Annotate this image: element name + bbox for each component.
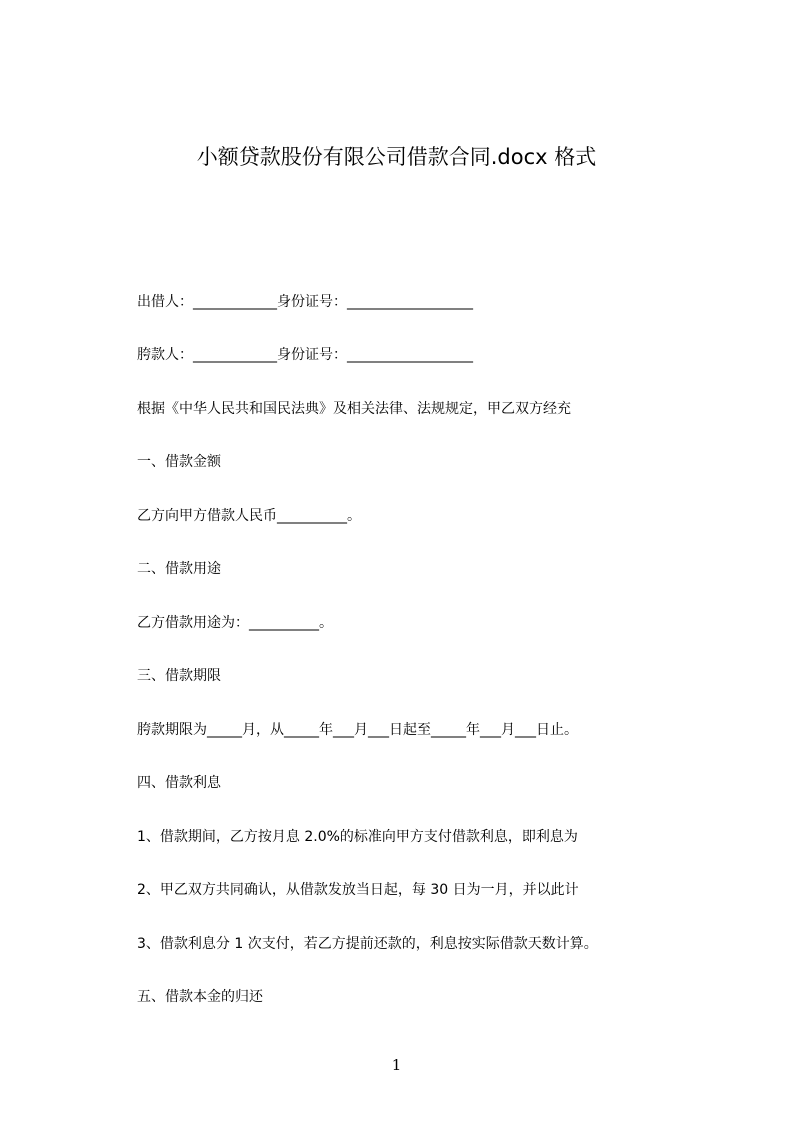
section-heading-amount: 一、借款金额 [137, 454, 221, 470]
document-title: 小额贷款股份有限公司借款合同.docx 格式 [196, 145, 597, 169]
page-number: 1 [391, 1056, 402, 1074]
preamble-line: 根据《中华人民共和国民法典》及相关法律、法规规定，甲乙双方经充 [137, 401, 571, 417]
section-heading-term: 三、借款期限 [137, 668, 221, 684]
borrower-line: 胯款人：____________身份证号：__________________ [137, 347, 473, 363]
section-heading-purpose: 二、借款用途 [137, 561, 221, 577]
term-line: 胯款期限为_____月，从_____年___月___日起至_____年___月___日止。 [137, 722, 578, 738]
section-heading-interest: 四、借款利息 [137, 775, 221, 791]
interest-clause-2: 2、甲乙双方共同确认，从借款发放当日起，每 30 日为一月，并以此计 [137, 882, 579, 898]
interest-clause-3: 3、借款利息分 1 次支付，若乙方提前还款的，利息按实际借款天数计算。 [137, 936, 598, 952]
amount-line: 乙方向甲方借款人民币__________。 [137, 508, 361, 524]
purpose-line: 乙方借款用途为：__________。 [137, 615, 333, 631]
lender-line: 出借人：____________身份证号：__________________ [137, 294, 473, 310]
interest-clause-1: 1、借款期间，乙方按月息 2.0%的标准向甲方支付借款利息，即利息为 [137, 829, 578, 845]
section-heading-repayment: 五、借款本金的归还 [137, 989, 263, 1005]
